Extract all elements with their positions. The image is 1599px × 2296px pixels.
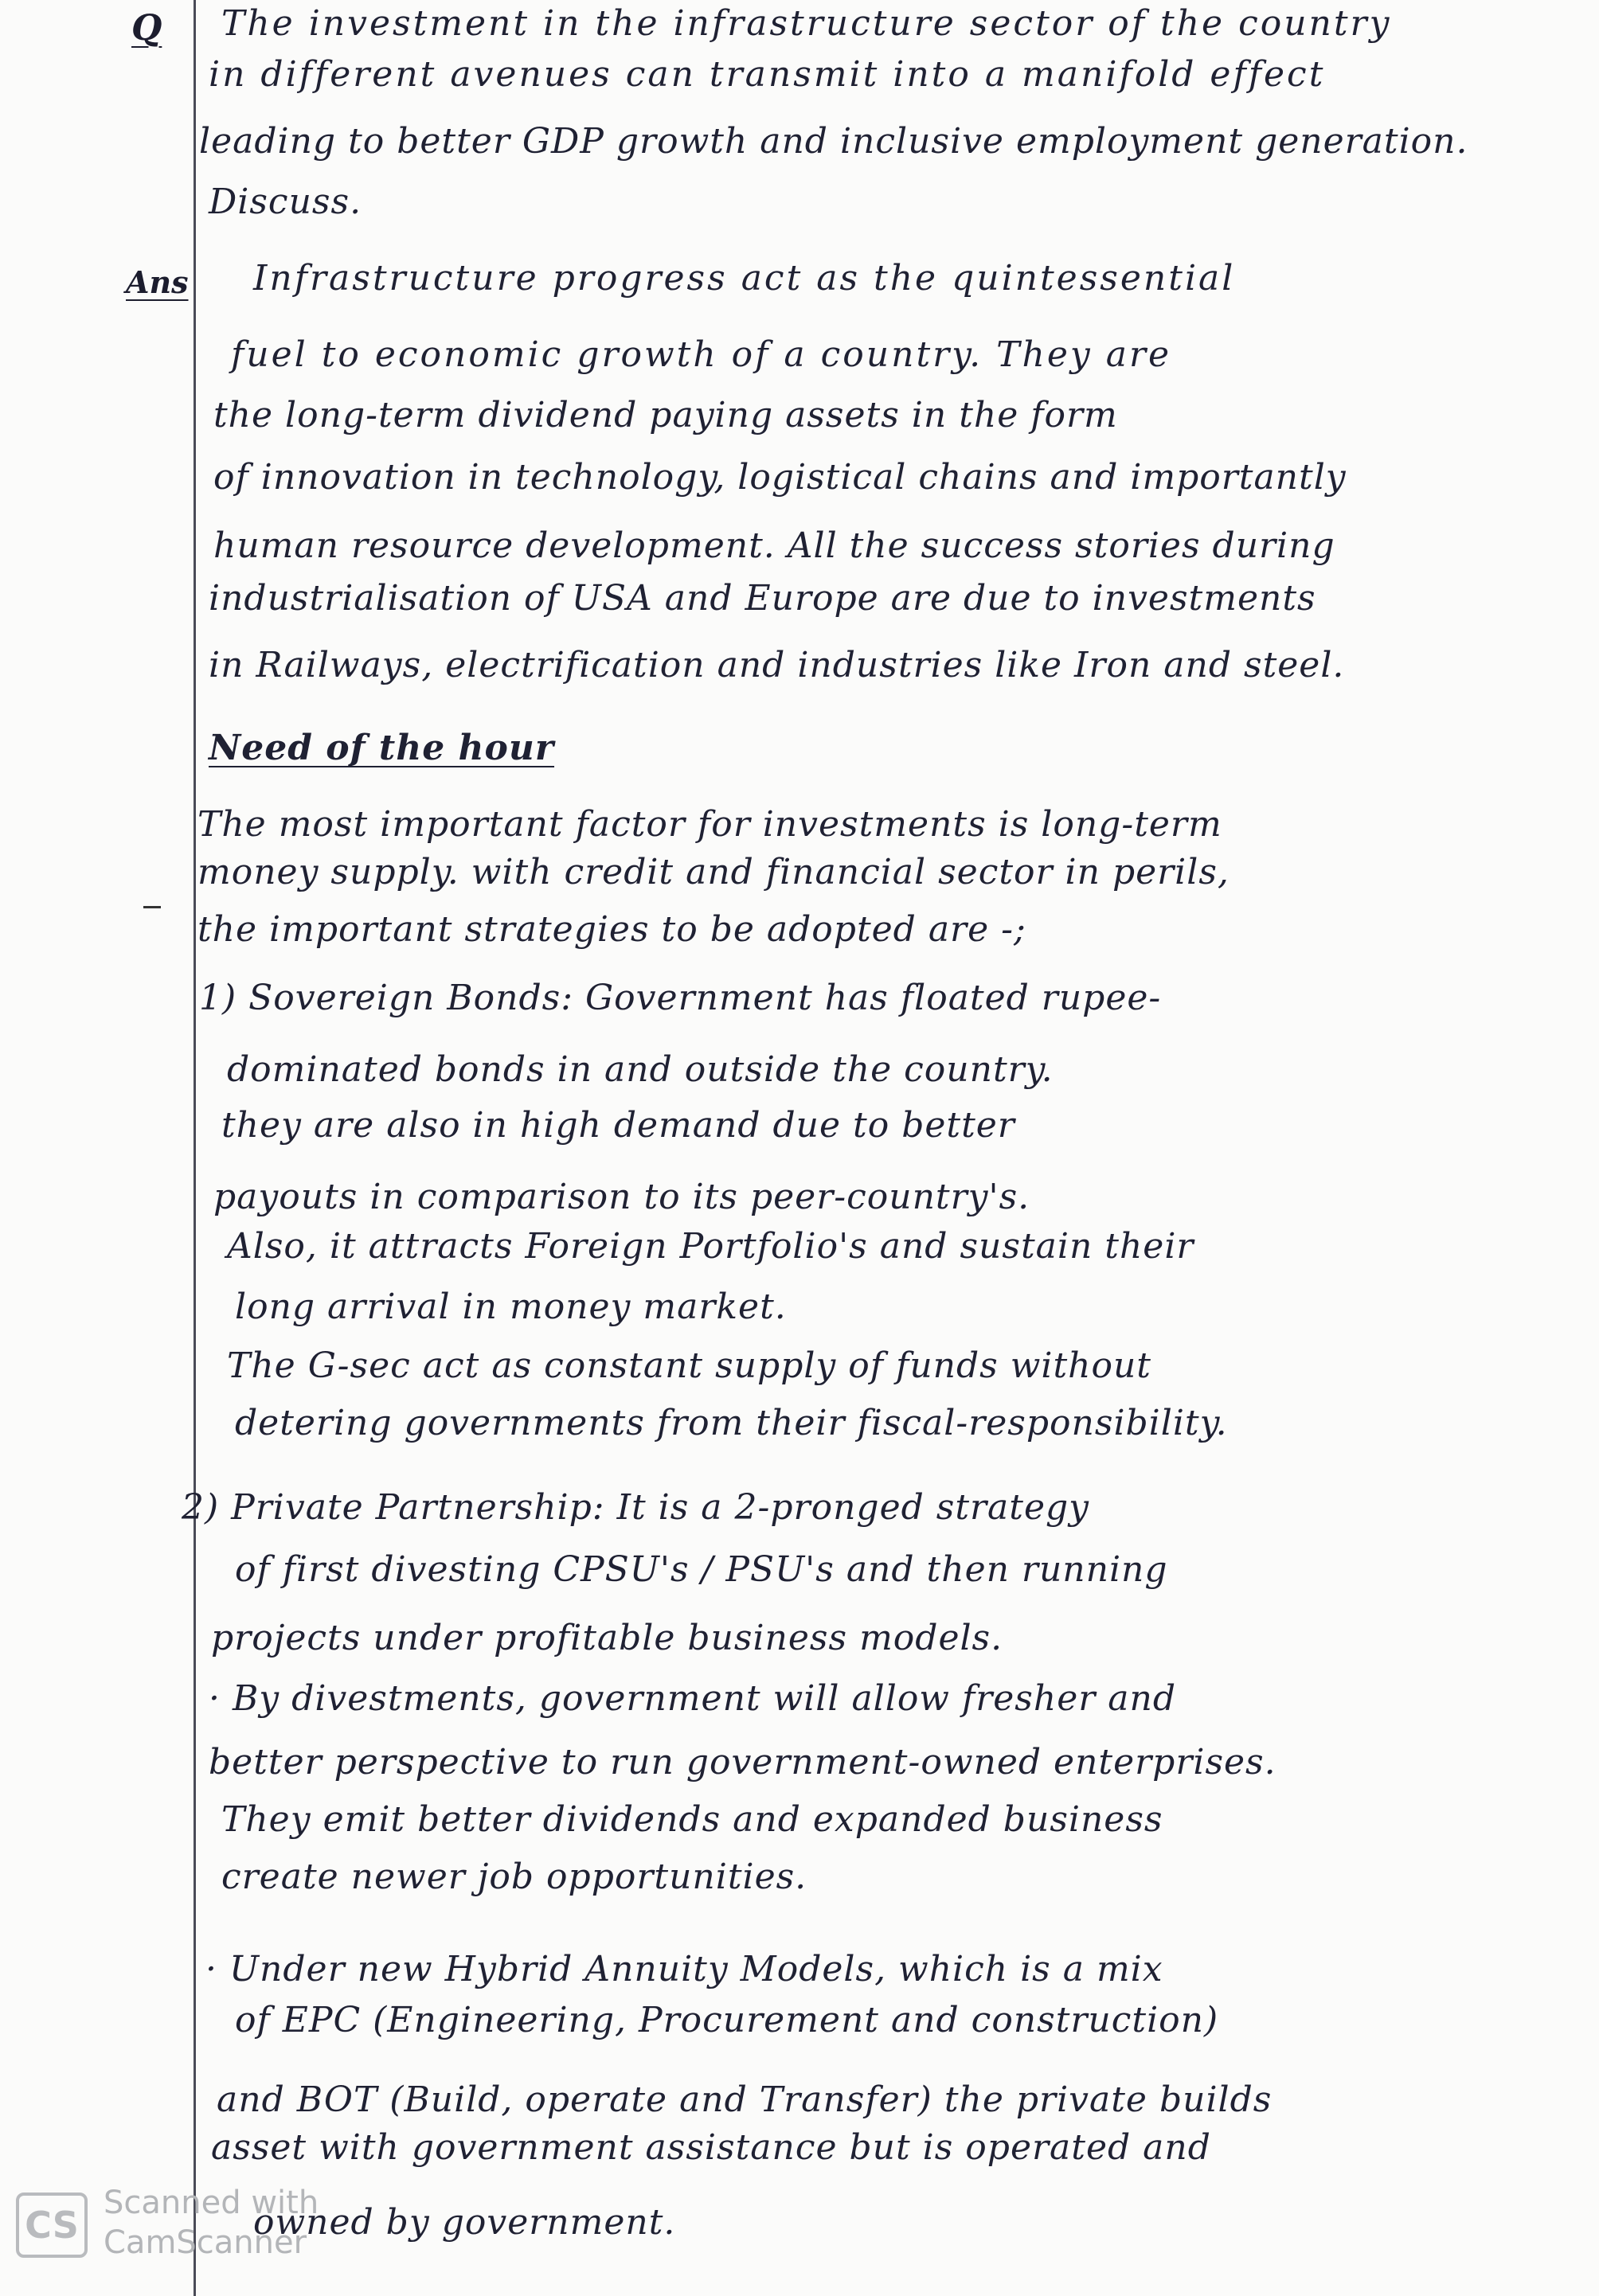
answer-line: The most important factor for investments is long-term	[197, 804, 1222, 845]
answer-line: projects under profitable business models.	[211, 1618, 1003, 1658]
answer-line: detering governments from their fiscal-responsibility.	[235, 1403, 1228, 1443]
answer-line: of first divesting CPSU's / PSU's and then running	[235, 1549, 1168, 1590]
question-label: Q	[131, 8, 162, 49]
margin-tick	[143, 906, 161, 908]
answer-line: The G-sec act as constant supply of funds without	[227, 1345, 1151, 1386]
answer-line: Infrastructure progress act as the quintessential	[253, 258, 1236, 299]
answer-line: the long-term dividend paying assets in the form	[213, 395, 1118, 435]
answer-line: · Under new Hybrid Annuity Models, which is a mix	[205, 1949, 1163, 1989]
answer-line: asset with government assistance but is operated and	[211, 2127, 1211, 2168]
answer-line: create newer job opportunities.	[221, 1857, 807, 1897]
answer-line: of innovation in technology, logistical chains and importantly	[213, 457, 1347, 498]
margin-line	[194, 0, 196, 2296]
question-line: leading to better GDP growth and inclusive employment generation.	[199, 121, 1468, 162]
answer-line: · By divestments, government will allow fresher and	[209, 1678, 1177, 1719]
camscanner-logo-icon: CS	[16, 2193, 88, 2258]
section-heading: Need of the hour	[209, 728, 555, 768]
answer-line: owned by government.	[253, 2202, 676, 2243]
answer-line: the important strategies to be adopted are -;	[197, 909, 1026, 950]
answer-line: industrialisation of USA and Europe are due to investments	[209, 578, 1316, 619]
answer-label: Ans	[126, 264, 189, 300]
answer-line: of EPC (Engineering, Procurement and construction)	[235, 2000, 1219, 2040]
answer-line: money supply. with credit and financial sector in perils,	[197, 852, 1230, 892]
answer-line: payouts in comparison to its peer-country's.	[213, 1177, 1030, 1217]
answer-line: human resource development. All the success stories during	[213, 525, 1335, 566]
answer-line: Also, it attracts Foreign Portfolio's and sustain their	[227, 1226, 1194, 1267]
answer-line: they are also in high demand due to better	[221, 1105, 1015, 1146]
camscanner-watermark	[16, 2181, 430, 2269]
answer-line: They emit better dividends and expanded business	[221, 1799, 1163, 1840]
answer-line: long arrival in money market.	[235, 1287, 787, 1327]
answer-line: 1) Sovereign Bonds: Government has floated rupee-	[199, 978, 1162, 1018]
question-line: in different avenues can transmit into a manifold effect	[209, 54, 1326, 95]
answer-line: dominated bonds in and outside the country.	[227, 1049, 1054, 1090]
answer-line: and BOT (Build, operate and Transfer) the private builds	[217, 2079, 1273, 2120]
question-line: The investment in the infrastructure sector of the country	[221, 3, 1392, 44]
answer-line: in Railways, electrification and industries like Iron and steel.	[209, 645, 1345, 685]
question-line: Discuss.	[209, 182, 362, 222]
watermark-line: Scanned with	[104, 2185, 319, 2221]
watermark-line: CamScanner	[104, 2224, 307, 2261]
answer-line: 2) Private Partnership: It is a 2-pronged strategy	[182, 1487, 1090, 1528]
answer-line: better perspective to run government-owned enterprises.	[209, 1742, 1276, 1783]
answer-line: fuel to economic growth of a country. They are	[231, 334, 1172, 375]
